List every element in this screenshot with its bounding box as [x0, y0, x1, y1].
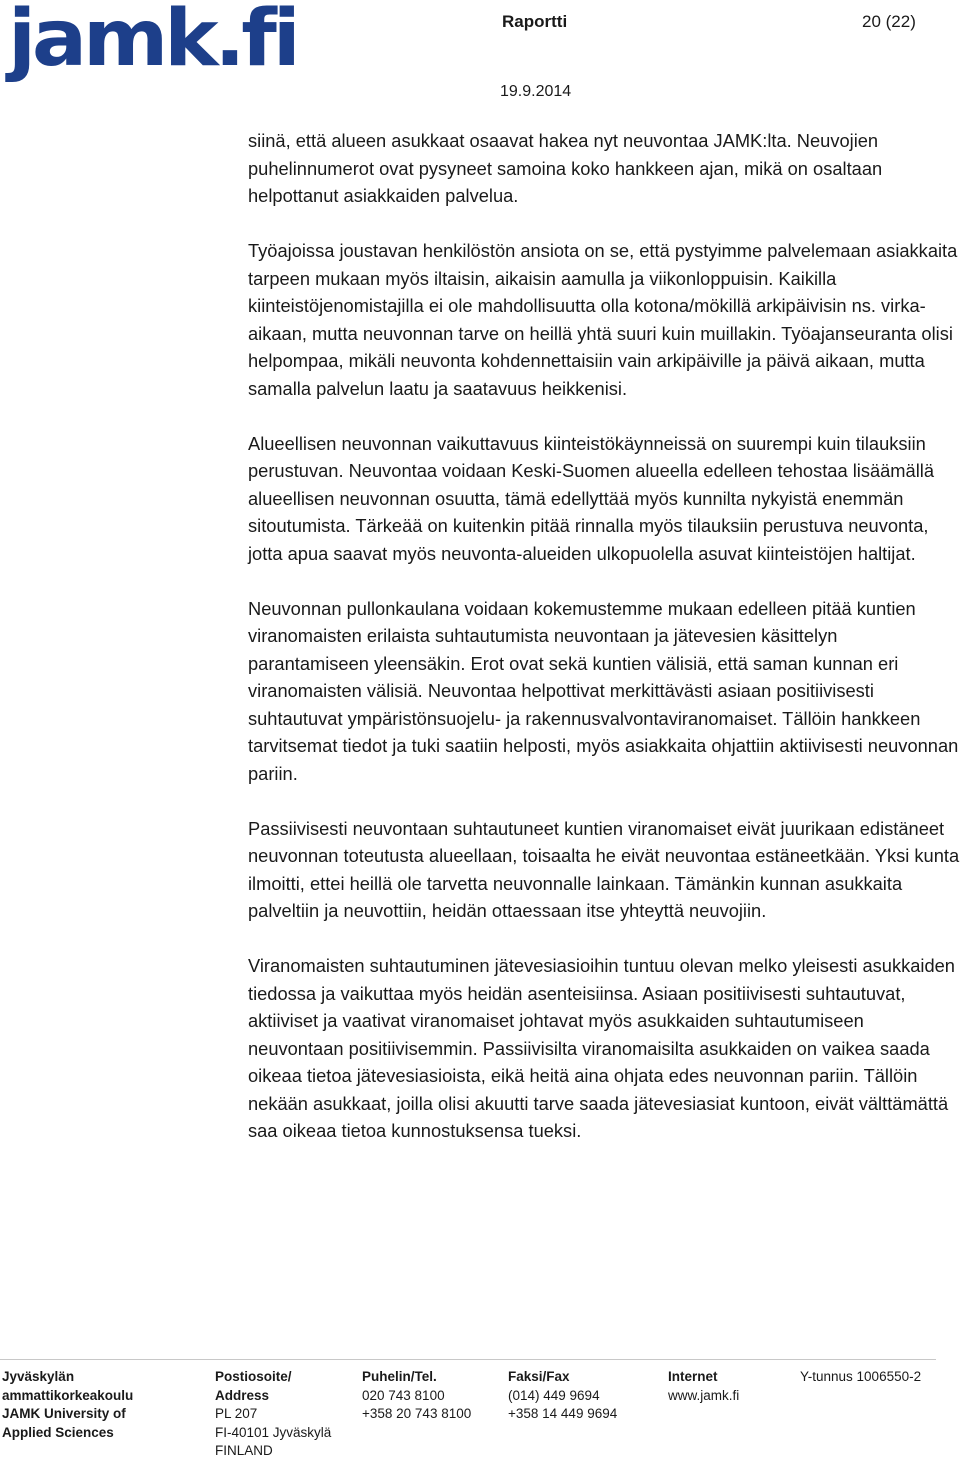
footer-phone [362, 1368, 471, 1424]
footer-address-label: Address [215, 1387, 270, 1403]
footer-fax-number: (014) 449 9694 [508, 1387, 600, 1403]
footer-internet-label: Internet [668, 1369, 718, 1384]
report-body [248, 127, 960, 1172]
footer-org-line: JAMK University of [2, 1406, 126, 1422]
paragraph: Alueellisen neuvonnan vaikuttavuus kiinteistökäynneissä on suurempi kuin tilauksiin perustuvan. Neuvontaa voidaan Keski-Suomen alueella edelleen tehostaa lisäämällä alueellisen neuvonnan osuutta, tämä edellyttää myös kunnilta nykyistä enemmän sitoutumista. Tärkeää on kuitenkin pitää rinnalla myös tilauksiin perustuva neuvonta, jotta apua saavat myös neuvonta-alueiden ulkopuolella asuvat kiinteistöjen haltijat. [248, 432, 934, 564]
business-id: Y-tunnus 1006550-2 [800, 1369, 922, 1384]
footer-org-line: Jyväskylän [2, 1369, 75, 1384]
document-date: 19.9.2014 [500, 83, 572, 100]
footer-phone-number: 020 743 8100 [362, 1387, 445, 1403]
footer-website-link[interactable]: www.jamk.fi [668, 1387, 740, 1403]
page-number: 20 (22) [862, 12, 916, 31]
paragraph: siinä, että alueen asukkaat osaavat hakea nyt neuvontaa JAMK:lta. Neuvojien puhelinnumerot ovat pysyneet samoina koko hankkeen ajan, mikä on osaltaan helpottanut asiakkaiden palvelua. [248, 130, 883, 206]
footer-address-label: Postiosoite/ [215, 1369, 292, 1384]
footer-address-line: PL 207 [215, 1406, 258, 1422]
footer-phone-number: +358 20 743 8100 [362, 1406, 472, 1422]
footer-fax-number: +358 14 449 9694 [508, 1406, 618, 1422]
paragraph: Viranomaisten suhtautuminen jätevesiasioihin tuntuu olevan melko yleisesti asukkaiden tiedossa ja vaikuttaa myös heidän asenteisiinsa. Asiaan positiivisesti suhtautuvat, aktiiviset ja vaativat viranomaiset johtavat myös asukkaiden suhtautumiseen neuvontaan positiivisemmin. Passiivisilta viranomaisilta asukkaiden on vaikea saada oikeaa tietoa jätevesiasioista, eikä heitä aina ohjata edes neuvonnan pariin. Tällöin nekään asukkaat, joilla olisi akuutti tarve saada jätevesiasiat kuntoon, eivät välttämättä saa oikeaa tietoa kunnostuksensa tueksi. [248, 955, 955, 1141]
footer-business-id [800, 1368, 921, 1387]
paragraph: Neuvonnan pullonkaulana voidaan kokemustemme mukaan edelleen pitää kuntien viranomaisten erilaista suhtautumista neuvontaan ja jätevesien käsittelyn parantamiseen yleensäkin. Erot ovat sekä kuntien välisiä, että saman kunnan eri viranomaisten välisiä. Neuvontaa helpottivat merkittävästi asiaan positiivisesti suhtautuvat ympäristönsuojelu- ja rakennusvalvontaviranomaiset. Tällöin hankkeen tarvitsemat tiedot ja tuki saatiin helposti, myös asiakkaita ohjattiin aktiivisesti neuvonnan pariin. [248, 597, 959, 784]
footer-org-line: Applied Sciences [2, 1424, 114, 1440]
footer-phone-label: Puhelin/Tel. [362, 1369, 437, 1384]
document-type: Raportti [502, 12, 568, 31]
footer-organization [2, 1368, 133, 1442]
footer-fax-label: Faksi/Fax [508, 1369, 570, 1384]
paragraph: Passiivisesti neuvontaan suhtautuneet kuntien viranomaiset eivät juurikaan edistäneet neuvonnan toteutusta alueellaan, toisaalta he eivät neuvontaa estäneetkään. Yksi kunta ilmoitti, ettei heillä ole tarvetta neuvonnalle lainkaan. Tämänkin kunnan asukkaita palveltiin ja neuvottiin, heidän ottaessaan itse yhteyttä neuvojiin. [248, 817, 960, 921]
paragraph: Työajoissa joustavan henkilöstön ansiota on se, että pystyimme palvelemaan asiakkaita tarpeen mukaan myös iltaisin, aikaisin aamulla ja viikonloppuisin. Kaikilla kiinteistöjenomistajilla ei ole mahdollisuutta olla kotona/mökillä arkipäivisin ns. virka-aikaan, mutta neuvonnan tarve on heillä yhtä suuri kuin muillakin. Työajanseuranta olisi helpompaa, mikäli neuvonta kohdennettaisiin vain arkipäiville ja päivä aikaan, mutta samalla palvelun laatu ja saatavuus heikkenisi. [248, 240, 958, 399]
footer-fax [508, 1368, 617, 1424]
footer-address-line: FI-40101 Jyväskylä [215, 1424, 332, 1440]
footer-org-line: ammattikorkeakoulu [2, 1387, 134, 1403]
jamk-logo: jamk.fi [8, 0, 297, 84]
footer-internet [668, 1368, 739, 1405]
footer-divider [0, 1359, 936, 1360]
footer-address-line: FINLAND [215, 1443, 273, 1459]
footer-address [215, 1368, 331, 1461]
